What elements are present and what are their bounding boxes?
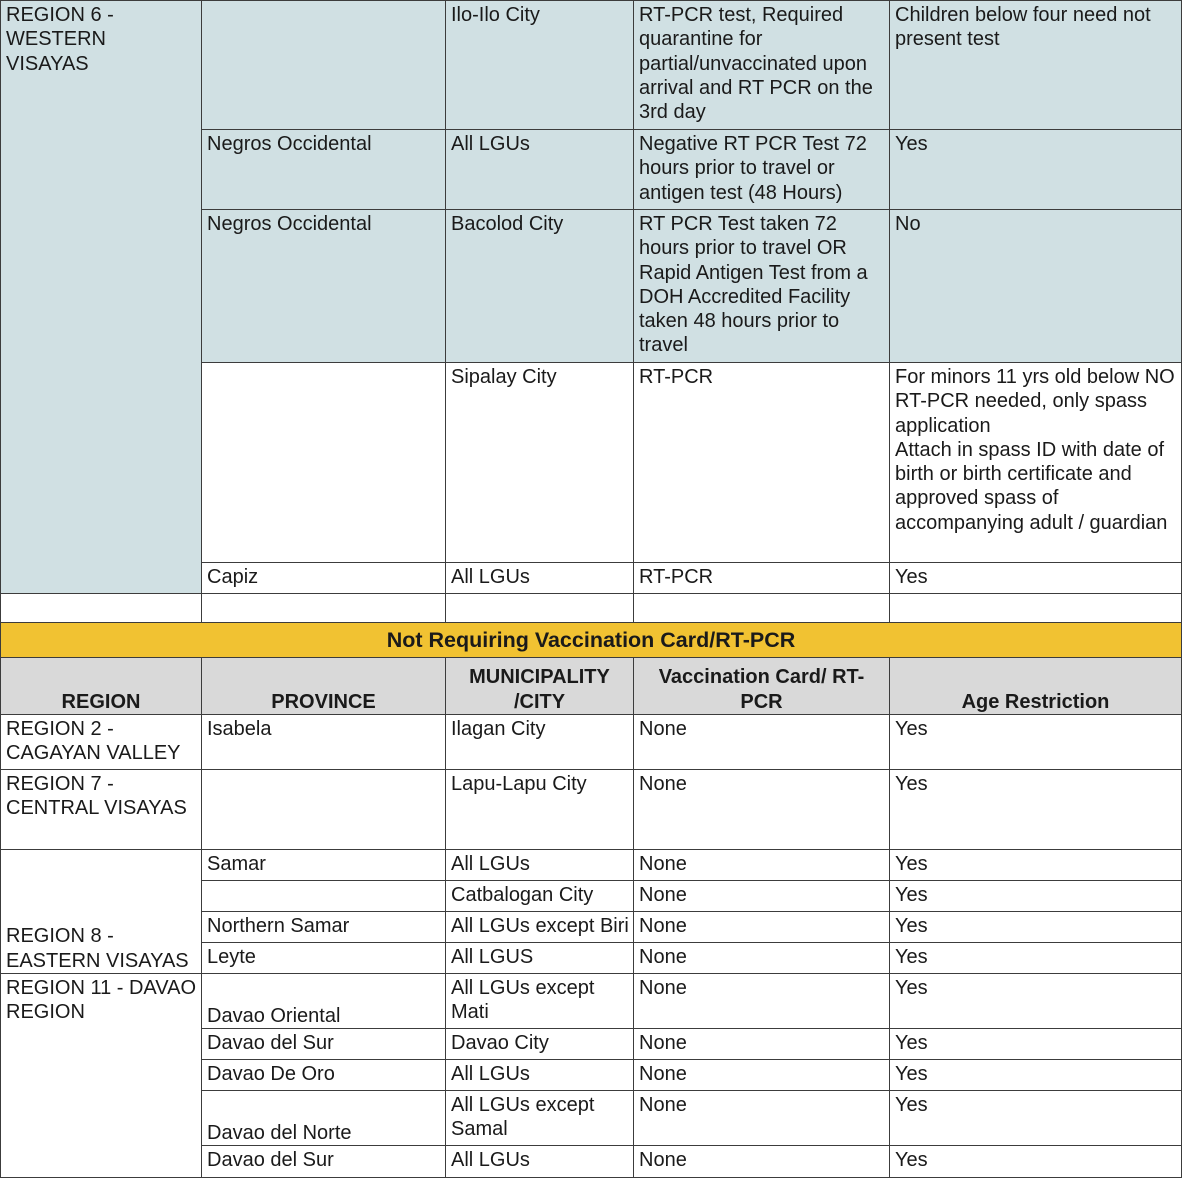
age-cell: Yes [890, 1091, 1182, 1146]
age-cell: Yes [890, 912, 1182, 943]
city-cell: All LGUs except Mati [446, 974, 634, 1029]
requirement-cell: RT PCR Test taken 72 hours prior to travel OR Rapid Antigen Test from a DOH Accredited Facility taken 48 hours prior to travel [634, 210, 890, 363]
city-cell: All LGUs [446, 563, 634, 594]
age-cell: Yes [890, 881, 1182, 912]
province-cell: Samar [202, 850, 446, 881]
region-cell: REGION 6 - WESTERN VISAYAS [1, 1, 202, 594]
age-cell: Yes [890, 1146, 1182, 1178]
header-requirement: Vaccination Card/ RT-PCR [634, 658, 890, 715]
header-province: PROVINCE [202, 658, 446, 715]
province-cell: Davao Oriental [202, 974, 446, 1029]
empty-cell [202, 594, 446, 623]
region-cell: REGION 2 - CAGAYAN VALLEY [1, 715, 202, 770]
header-row [1, 658, 1182, 715]
city-cell: All LGUs [446, 850, 634, 881]
empty-cell [634, 594, 890, 623]
requirement-cell: None [634, 770, 890, 850]
province-cell: Davao del Sur [202, 1029, 446, 1060]
city-cell: Ilo-Ilo City [446, 1, 634, 130]
spacer-row [1, 594, 1182, 623]
age-cell: Yes [890, 130, 1182, 210]
region-cell: REGION 11 - DAVAO REGION [1, 974, 202, 1178]
city-cell: All LGUS [446, 943, 634, 974]
requirement-cell: None [634, 715, 890, 770]
table-row [1, 770, 1182, 850]
empty-cell [1, 594, 202, 623]
section-title: Not Requiring Vaccination Card/RT-PCR [1, 623, 1182, 658]
age-cell: Yes [890, 850, 1182, 881]
requirement-cell: None [634, 1146, 890, 1178]
requirement-cell: None [634, 881, 890, 912]
region-cell: REGION 7 - CENTRAL VISAYAS [1, 770, 202, 850]
city-cell: Bacolod City [446, 210, 634, 363]
city-cell: Sipalay City [446, 363, 634, 563]
requirement-cell: None [634, 974, 890, 1029]
province-cell [202, 770, 446, 850]
requirement-cell: RT-PCR test, Required quarantine for partial/unvaccinated upon arrival and RT PCR on the 3rd day [634, 1, 890, 130]
header-city: MUNICIPALITY /CITY [446, 658, 634, 715]
province-cell: Davao De Oro [202, 1060, 446, 1091]
table-row [1, 974, 1182, 1029]
table-row [1, 850, 1182, 881]
age-cell: Yes [890, 974, 1182, 1029]
requirement-cell: None [634, 1029, 890, 1060]
province-cell: Negros Occidental [202, 210, 446, 363]
city-cell: All LGUs [446, 1060, 634, 1091]
province-cell: Negros Occidental [202, 130, 446, 210]
province-cell [202, 1, 446, 130]
requirement-cell: None [634, 1091, 890, 1146]
age-cell: Yes [890, 1060, 1182, 1091]
empty-cell [890, 594, 1182, 623]
province-cell [202, 363, 446, 563]
province-cell: Capiz [202, 563, 446, 594]
age-cell: For minors 11 yrs old below NO RT-PCR needed, only spass application Attach in spass ID with date of birth or birth certificate and approved spass of accompanying adult / guardian [890, 363, 1182, 563]
province-cell: Leyte [202, 943, 446, 974]
city-cell: All LGUs except Biri [446, 912, 634, 943]
section-title-row [1, 623, 1182, 658]
city-cell: Catbalogan City [446, 881, 634, 912]
table-row [1, 715, 1182, 770]
requirement-cell: RT-PCR [634, 563, 890, 594]
empty-cell [446, 594, 634, 623]
city-cell: All LGUs [446, 1146, 634, 1178]
header-age: Age Restriction [890, 658, 1182, 715]
age-cell: Yes [890, 770, 1182, 850]
age-cell: Yes [890, 1029, 1182, 1060]
age-cell: Yes [890, 563, 1182, 594]
city-cell: Ilagan City [446, 715, 634, 770]
requirement-cell: None [634, 850, 890, 881]
requirement-cell: None [634, 943, 890, 974]
city-cell: All LGUs except Samal [446, 1091, 634, 1146]
city-cell: Lapu-Lapu City [446, 770, 634, 850]
age-cell: Children below four need not present test [890, 1, 1182, 130]
requirement-cell: None [634, 1060, 890, 1091]
age-cell: No [890, 210, 1182, 363]
province-cell: Northern Samar [202, 912, 446, 943]
age-cell: Yes [890, 943, 1182, 974]
header-region: REGION [1, 658, 202, 715]
requirement-cell: None [634, 912, 890, 943]
province-cell: Davao del Norte [202, 1091, 446, 1146]
age-cell: Yes [890, 715, 1182, 770]
province-cell: Isabela [202, 715, 446, 770]
region-cell: REGION 8 - EASTERN VISAYAS [1, 850, 202, 974]
province-cell [202, 881, 446, 912]
city-cell: All LGUs [446, 130, 634, 210]
requirement-cell: RT-PCR [634, 363, 890, 563]
province-cell: Davao del Sur [202, 1146, 446, 1178]
city-cell: Davao City [446, 1029, 634, 1060]
requirement-cell: Negative RT PCR Test 72 hours prior to travel or antigen test (48 Hours) [634, 130, 890, 210]
table-row [1, 1, 1182, 130]
